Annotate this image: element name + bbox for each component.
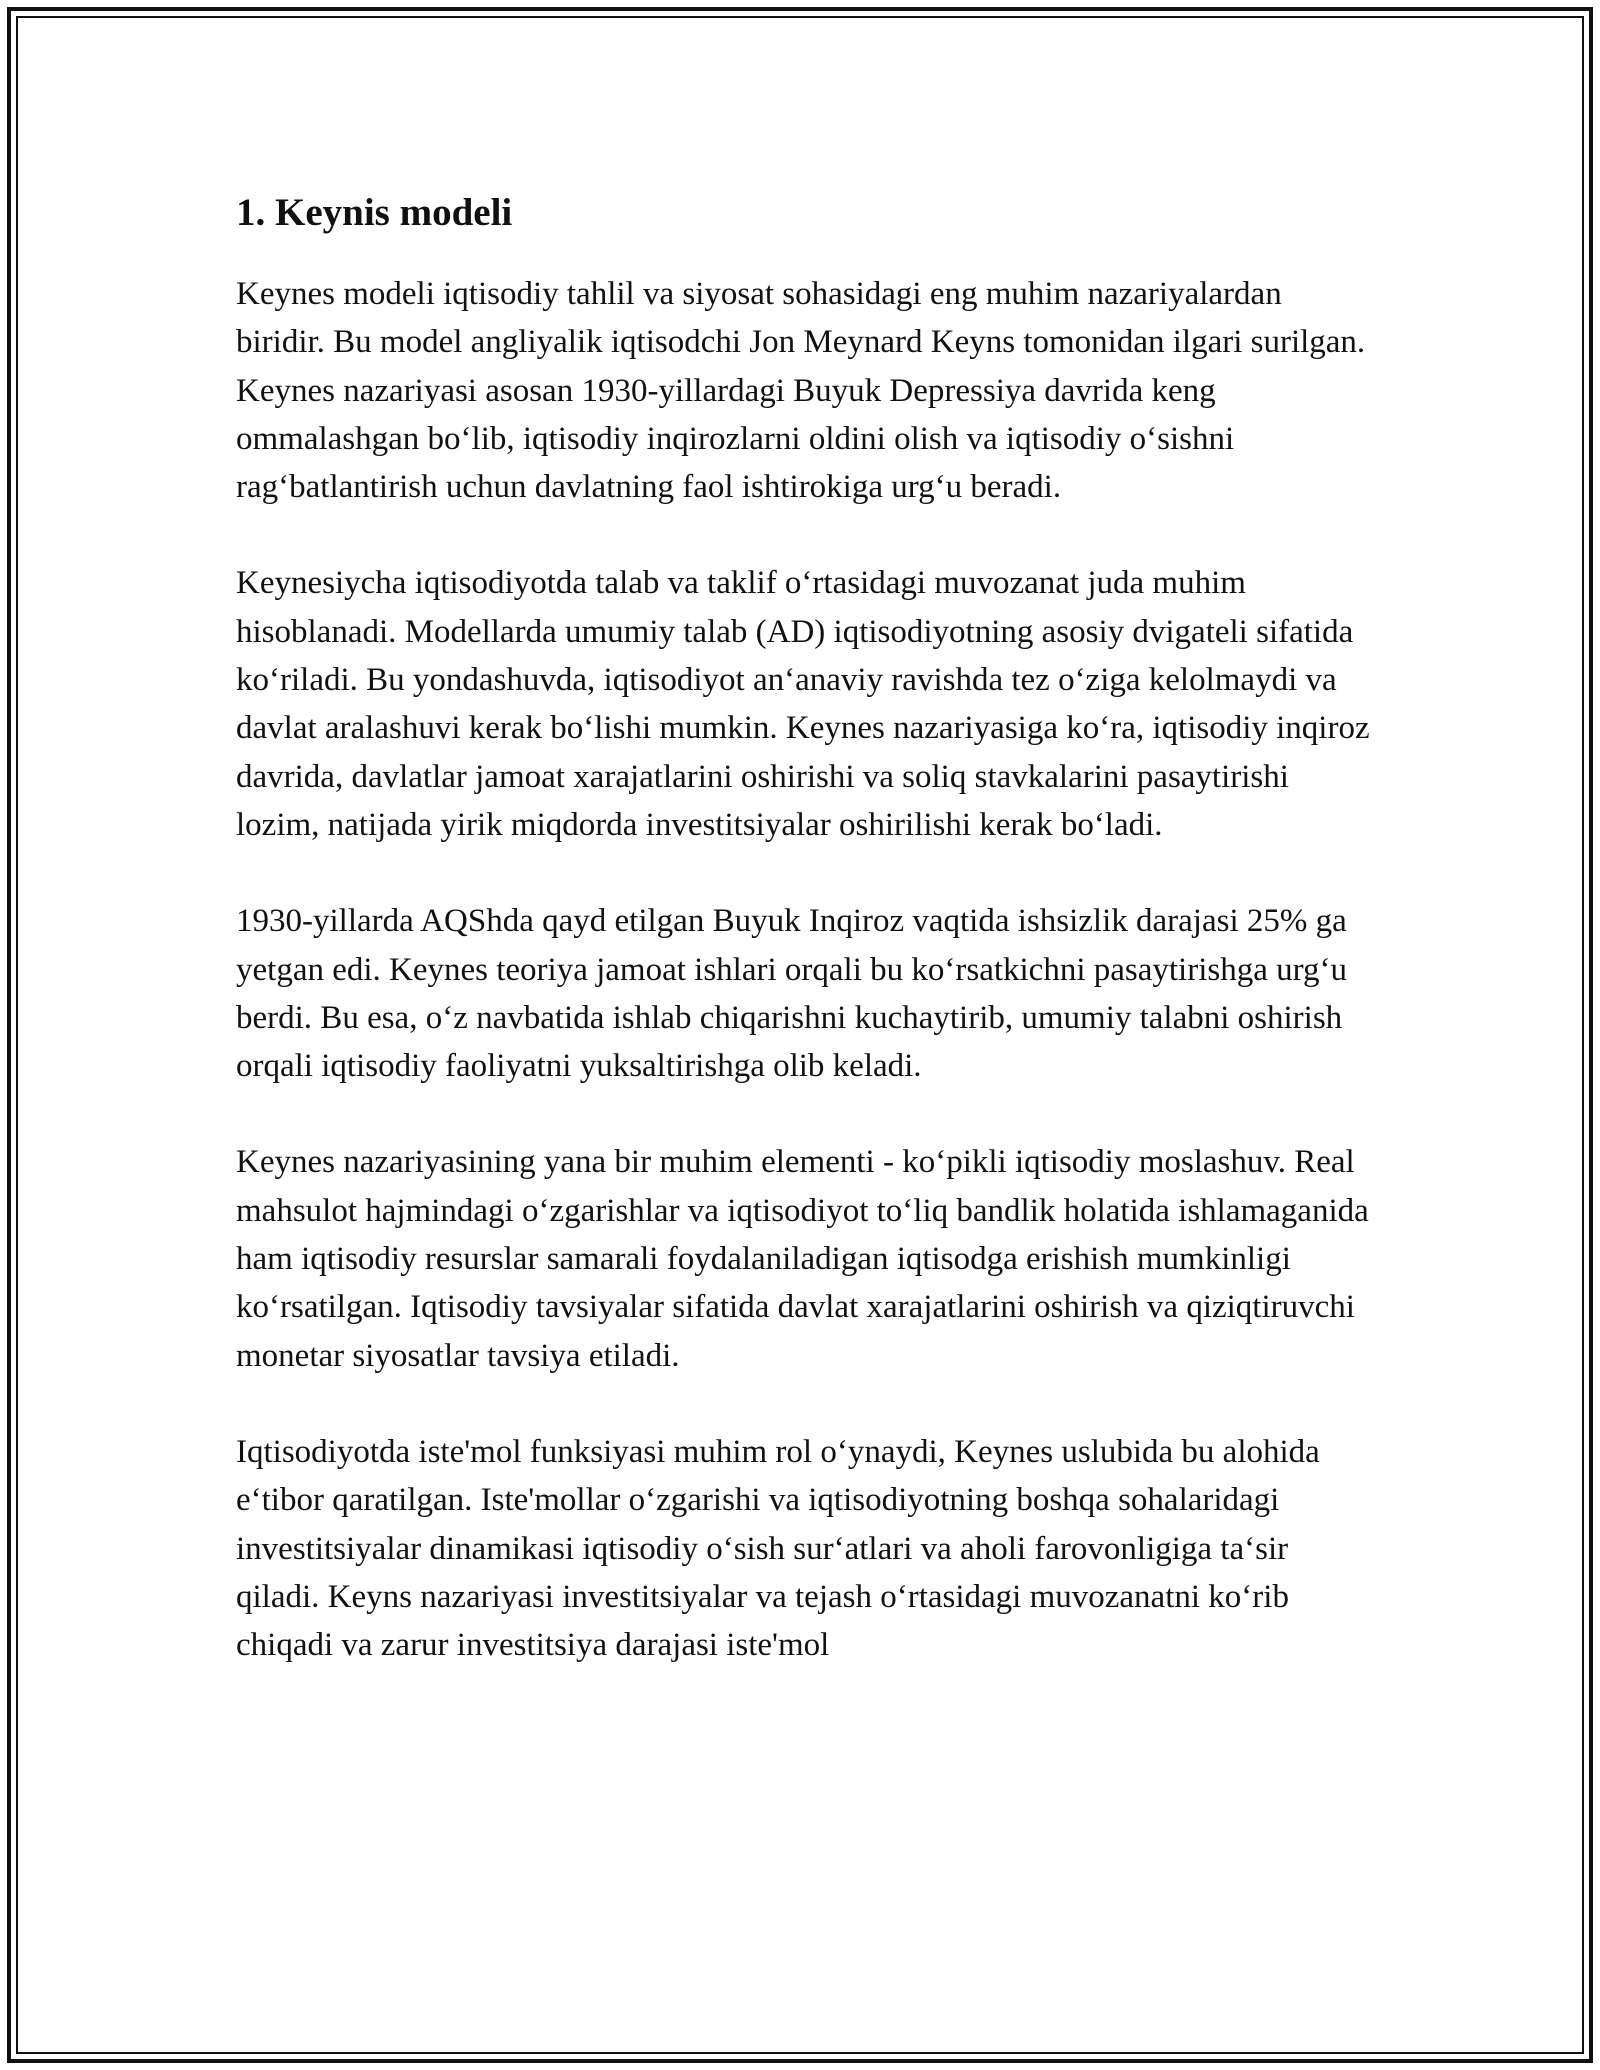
paragraph-3: 1930-yillarda AQShda qayd etilgan Buyuk Inqiroz vaqtida ishsizlik darajasi 25% ga yetgan edi. Keynes teoriya jamoat ishlari orqali bu ko‘rsatkichni pasaytirishga urg‘u berdi. Bu esa, o‘z navbatida ishlab chiqarishni kuchaytirib, umumiy talabni oshirish orqali iqtisodiy faoliyatni yuksaltirishga olib keladi.: [236, 903, 1347, 1085]
paragraph-5: Iqtisodiyotda iste'mol funksiyasi muhim rol o‘ynaydi, Keynes uslubida bu alohida e‘tibor qaratilgan. Iste'mollar o‘zgarishi va iqtisodiyotning boshqa sohalaridagi investitsiyalar dinamikasi iqtisodiy o‘sish sur‘atlari va aholi farovonligiga ta‘sir qiladi. Keyns nazariyasi investitsiyalar va tejash o‘rtasidagi muvozanatni ko‘rib chiqadi va zarur investitsiya darajasi iste'mol: [236, 1433, 1320, 1664]
paragraph-1: Keynes modeli iqtisodiy tahlil va siyosat sohasidagi eng muhim nazariyalardan biridir. Bu model angliyalik iqtisodchi Jon Meynard Keyns tomonidan ilgari surilgan. Keynes nazariyasi asosan 1930-yillardagi Buyuk Depressiya davrida keng ommalashgan bo‘lib, iqtisodiy inqirozlarni oldini olish va iqtisodiy o‘sishni rag‘batlantirish uchun davlatning faol ishtirokiga urg‘u beradi.: [236, 276, 1366, 506]
paragraph-4: Keynes nazariyasining yana bir muhim elementi - ko‘pikli iqtisodiy moslashuv. Real mahsulot hajmindagi o‘zgarishlar va iqtisodiyot to‘liq bandlik holatida ishlamaganida ham iqtisodiy resurslar samarali foydalaniladigan iqtisodga erishish mumkinligi ko‘rsatilgan. Iqtisodiy tavsiyalar sifatida davlat xarajatlarini oshirish va qiziqtiruvchi monetar siyosatlar tavsiya etiladi.: [236, 1144, 1369, 1374]
paragraph-2: Keynesiycha iqtisodiyotda talab va taklif o‘rtasidagi muvozanat juda muhim hisoblanadi. Modellarda umumiy talab (AD) iqtisodiyotning asosiy dvigateli sifatida ko‘riladi. Bu yondashuvda, iqtisodiyot an‘anaviy ravishda tez o‘ziga kelolmaydi va davlat aralashuvi kerak bo‘lishi mumkin. Keynes nazariyasiga ko‘ra, iqtisodiy inqiroz davrida, davlatlar jamoat xarajatlarini oshirishi va soliq stavkalarini pasaytirishi lozim, natijada yirik miqdorda investitsiyalar oshirilishi kerak bo‘ladi.: [236, 565, 1370, 843]
document-body: [236, 184, 1376, 1717]
section-heading: 1. Keynis modeli: [236, 191, 513, 234]
